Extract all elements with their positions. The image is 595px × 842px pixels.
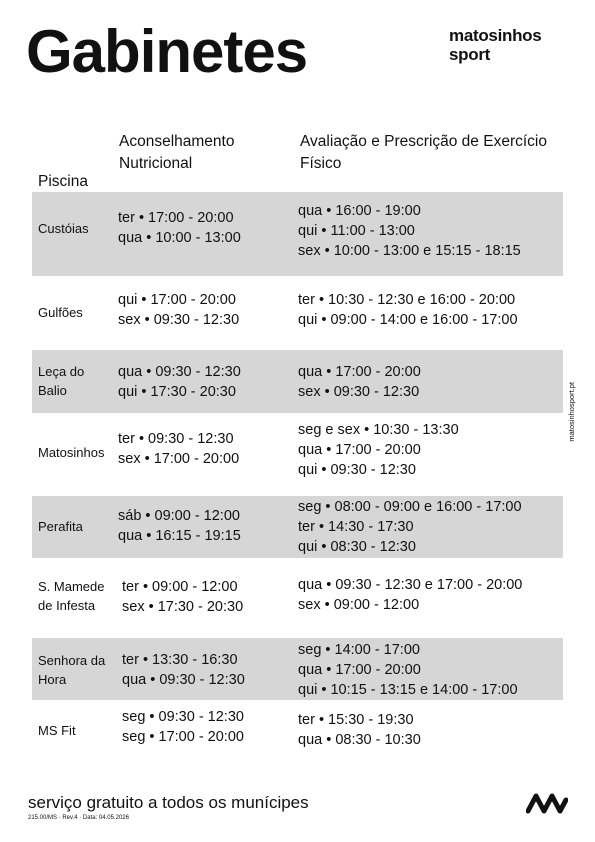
time-slot: sáb • 09:00 - 12:00 (118, 508, 240, 524)
time-slot: seg e sex • 10:30 - 13:30 (298, 422, 459, 438)
time-slot: ter • 14:30 - 17:30 (298, 519, 414, 535)
pool-name: Custóias (38, 221, 89, 236)
time-slot: qui • 11:00 - 13:00 (298, 223, 415, 239)
time-slot: sex • 09:00 - 12:00 (298, 597, 420, 613)
table-row (32, 282, 563, 344)
time-slot: sex • 17:30 - 20:30 (122, 599, 244, 615)
nutrition-times (118, 208, 241, 248)
time-slot: seg • 08:00 - 09:00 e 16:00 - 17:00 (298, 499, 522, 515)
header-nutrition: Aconselhamento Nutricional (119, 133, 235, 172)
pool-name: Leça do Balio (38, 364, 85, 398)
time-slot: ter • 17:00 - 20:00 (118, 210, 234, 226)
time-slot: sex • 10:00 - 13:00 e 15:15 - 18:15 (298, 243, 521, 259)
exercise-times (298, 710, 421, 750)
nutrition-times (118, 290, 239, 330)
pool-name: Senhora da Hora (38, 653, 106, 687)
pool-name: MS Fit (38, 723, 76, 738)
header-pool: Piscina (38, 173, 88, 190)
time-slot: qua • 08:30 - 10:30 (298, 732, 421, 748)
table-row (32, 704, 563, 762)
brand-line2: sport (449, 45, 491, 64)
table-row (32, 192, 563, 276)
time-slot: qua • 09:30 - 12:30 e 17:00 - 20:00 (298, 577, 523, 593)
time-slot: qui • 09:30 - 12:30 (298, 462, 416, 478)
time-slot: ter • 13:30 - 16:30 (122, 652, 238, 668)
matosinhos-sport-logo-icon (526, 792, 568, 814)
brand-line1: matosinhos (449, 26, 542, 45)
pool-name: S. Mamede de Infesta (38, 579, 105, 613)
brand-logo (449, 26, 541, 64)
nutrition-times (122, 650, 245, 690)
time-slot: qui • 17:00 - 20:00 (118, 292, 236, 308)
time-slot: ter • 09:00 - 12:00 (122, 579, 238, 595)
time-slot: sex • 09:30 - 12:30 (118, 312, 240, 328)
time-slot: seg • 17:00 - 20:00 (122, 729, 244, 745)
table-row (32, 350, 563, 413)
time-slot: qua • 17:00 - 20:00 (298, 662, 421, 678)
pool-name: Gulfões (38, 305, 83, 320)
time-slot: seg • 09:30 - 12:30 (122, 709, 244, 725)
time-slot: sex • 09:30 - 12:30 (298, 384, 420, 400)
time-slot: qua • 16:15 - 19:15 (118, 528, 241, 544)
nutrition-times (122, 577, 243, 617)
nutrition-times (122, 707, 244, 747)
time-slot: qui • 10:15 - 13:15 e 14:00 - 17:00 (298, 682, 518, 698)
exercise-times (298, 497, 522, 557)
exercise-times (298, 640, 518, 700)
time-slot: qui • 09:00 - 14:00 e 16:00 - 17:00 (298, 312, 518, 328)
nutrition-times (118, 506, 241, 546)
exercise-times (298, 290, 518, 330)
time-slot: ter • 10:30 - 12:30 e 16:00 - 20:00 (298, 292, 516, 308)
header-exercise: Avaliação e Prescrição de Exercício Físico (300, 133, 547, 172)
footer-service-text: serviço gratuito a todos os munícipes (28, 793, 309, 812)
time-slot: qui • 17:30 - 20:30 (118, 384, 236, 400)
table-row (32, 496, 563, 558)
table-row (32, 565, 563, 630)
time-slot: seg • 14:00 - 17:00 (298, 642, 420, 658)
time-slot: sex • 17:00 - 20:00 (118, 451, 240, 467)
page-title: Gabinetes (26, 18, 308, 85)
pool-name: Perafita (38, 519, 83, 534)
footer-document-code: 215.00/MS · Rev.4 · Data: 04.05.2026 (28, 815, 129, 821)
time-slot: ter • 09:30 - 12:30 (118, 431, 234, 447)
nutrition-times (118, 429, 239, 469)
side-url: matosinhosport.pt (567, 382, 576, 442)
time-slot: qua • 16:00 - 19:00 (298, 203, 421, 219)
time-slot: qua • 09:30 - 12:30 (122, 672, 245, 688)
exercise-times (298, 575, 522, 615)
time-slot: ter • 15:30 - 19:30 (298, 712, 414, 728)
exercise-times (298, 420, 459, 480)
pool-name: Matosinhos (38, 445, 105, 460)
time-slot: qui • 08:30 - 12:30 (298, 539, 416, 555)
nutrition-times (118, 362, 241, 402)
time-slot: qua • 17:00 - 20:00 (298, 442, 421, 458)
exercise-times (298, 201, 521, 261)
table-row (32, 417, 563, 489)
table-row (32, 638, 563, 700)
time-slot: qua • 09:30 - 12:30 (118, 364, 241, 380)
time-slot: qua • 17:00 - 20:00 (298, 364, 421, 380)
exercise-times (298, 362, 421, 402)
time-slot: qua • 10:00 - 13:00 (118, 230, 241, 246)
